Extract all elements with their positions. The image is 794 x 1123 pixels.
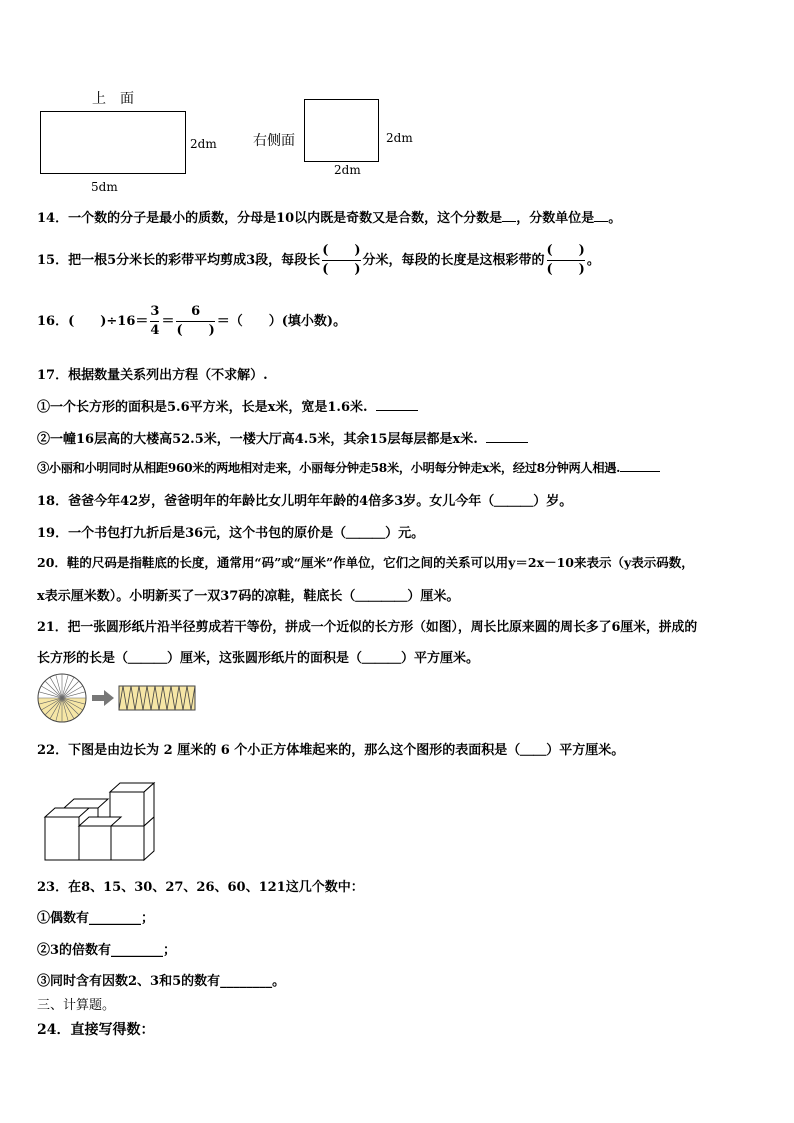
side-view-label: 右侧面	[253, 133, 295, 149]
top-view-rectangle	[40, 111, 186, 174]
question-16: 16．( )÷16＝ $\frac{3}{4}$ ＝ $\frac{6}{( )}$ ＝（ ）(填小数)。	[37, 304, 347, 338]
side-view-height-label: 2dm	[386, 131, 413, 145]
fraction-blank-16[interactable]: $\frac{6}{( )}$	[176, 304, 215, 338]
question-18: 18．爸爸今年42岁，爸爸明年的年龄比女儿明年年龄的4倍多3岁。女儿今年（＿＿＿）岁。	[37, 494, 573, 509]
question-22: 22．下图是由边长为 2 厘米的 6 个小正方体堆起来的，那么这个图形的表面积是（＿＿）平方厘米。	[37, 743, 625, 758]
question-21-line-1: 21．把一张圆形纸片沿半径剪成若干等份，拼成一个近似的长方形（如图），周长比原来圆的周长多了6厘米，拼成的	[37, 620, 698, 635]
side-view-square	[304, 99, 379, 162]
answer-blank-17-2[interactable]	[486, 431, 528, 443]
answer-blank-17-1[interactable]	[376, 399, 418, 411]
question-15: 15．把一根5分米长的彩带平均剪成3段，每段长 $\frac{( )}{( )}$ 分米，每段的长度是这根彩带的 $\frac{( )}{( )}$ 。	[37, 243, 600, 277]
cube-stack-figure	[40, 780, 160, 866]
question-17-intro: 17．根据数量关系列出方程（不求解）.	[37, 368, 268, 383]
side-view-width-label: 2dm	[334, 163, 361, 177]
approximate-rectangle-icon	[119, 686, 195, 710]
section-title-calculation: 三、计算题。	[37, 998, 116, 1013]
fraction-three-quarters: $\frac{3}{4}$	[150, 304, 160, 338]
question-24: 24．直接写得数：	[37, 1022, 155, 1038]
top-view-width-label: 5dm	[91, 180, 118, 194]
fraction-blank-15a[interactable]: $\frac{( )}{( )}$	[322, 243, 361, 277]
question-23-item-1: ①偶数有________；	[37, 911, 155, 926]
question-14: 14．一个数的分子是最小的质数，分母是10以内既是奇数又是合数，这个分数是 ，分数单位是 。	[37, 211, 622, 226]
question-23-item-3: ③同时含有因数2、3和5的数有________。	[37, 974, 286, 989]
circle-sectors-icon	[38, 674, 86, 722]
question-17-item-2: ②一幢16层高的大楼高52.5米，一楼大厅高4.5米，其余15层每层都是x米.	[37, 428, 528, 447]
question-21-line-2: 长方形的长是（＿＿＿）厘米，这张圆形纸片的面积是（＿＿＿）平方厘米。	[37, 651, 480, 666]
question-20-line-2: x表示厘米数）。小明新买了一双37码的凉鞋，鞋底长（＿＿＿＿）厘米。	[37, 589, 460, 604]
top-view-label: 上 面	[92, 91, 134, 107]
top-view-height-label: 2dm	[190, 137, 217, 151]
answer-blank-17-3[interactable]	[620, 460, 660, 472]
question-17-item-3: ③小丽和小明同时从相距960米的两地相对走来，小丽每分钟走58米，小明每分钟走x米，经过8分钟两人相遇.	[37, 459, 660, 476]
circle-to-rectangle-figure	[36, 672, 206, 724]
question-20-line-1: 20．鞋的尺码是指鞋底的长度，通常用“码”或“厘米”作单位，它们之间的关系可以用y＝2x－10来表示（y表示码数，	[37, 555, 694, 570]
question-19: 19．一个书包打九折后是36元，这个书包的原价是（＿＿＿）元。	[37, 526, 425, 541]
question-23-item-2: ②3的倍数有________；	[37, 943, 177, 958]
answer-blank-14b[interactable]	[594, 210, 608, 222]
answer-blank-14a[interactable]	[502, 210, 516, 222]
question-17-item-1: ①一个长方形的面积是5.6平方米，长是x米，宽是1.6米.	[37, 396, 418, 415]
fraction-blank-15b[interactable]: $\frac{( )}{( )}$	[546, 243, 585, 277]
arrow-right-icon	[92, 690, 114, 706]
question-23-intro: 23．在8、15、30、27、26、60、121这几个数中：	[37, 880, 364, 895]
